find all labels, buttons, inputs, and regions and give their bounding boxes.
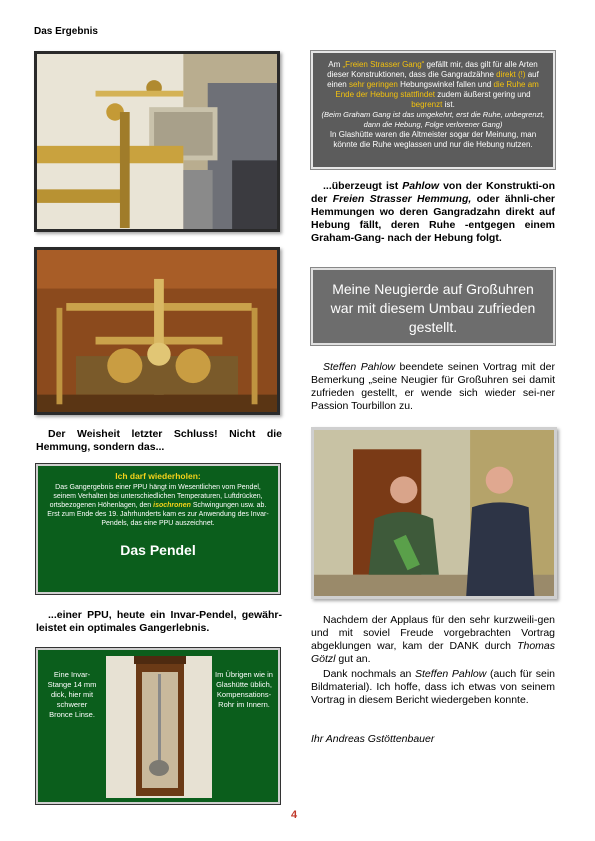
quote-box-strasser: Am „Freien Strasser Gang“ gefällt mir, das gilt für alle Arten dieser Konstruktionen, dass die Gangradzähne direkt (!) auf einen sehr geringen Hebungswinkel fallen und die Ruhe am Ende der Hebung stattfindet zudem äußerst gering und begrenzt ist. (Beim Graham Gang ist das umgekehrt, erst die Ruhe, unbegrenzt, dann die Hebung, Folge verlorener Gang) In Glashütte waren die Altmeister sogar der Meinung, man könnte die Ruhe weglassen und nur die Hebung nutzen. [311, 51, 555, 169]
neugierde-quote-box: Meine Neugierde auf Großuhren war mit diesem Umbau zufrieden gestellt. [311, 268, 555, 345]
paragraph-applaus: Nachdem der Applaus für den sehr kurzweili-gen und mit soviel Freude vorgebrachten Vortrag abgeklungen war, kam der DANK durch Thomas Götzl gut an. [311, 614, 555, 665]
invar-right-caption: Im Übrigen wie in Glashütte üblich, Kompensations-Rohr im Innern. [215, 670, 273, 709]
paragraph-invar: ...einer PPU, heute ein Invar-Pendel, gewähr-leistet ein optimales Gangerlebnis. [36, 609, 282, 634]
paragraph-vortrag-ende: Steffen Pahlow beendete seinen Vortrag mit der Bemerkung „seine Neugier für Großuhren sei damit zufrieden gestellt, er wende sich wieder sei-ner Passion Tourbillon zu. [311, 361, 555, 412]
photo-escapement-mechanism [34, 51, 280, 232]
photo-pendulum-case [106, 656, 212, 798]
pendel-box-title: Ich darf wiederholen: [115, 471, 201, 481]
pendel-box-heading: Das Pendel [120, 542, 196, 558]
invar-pendulum-panel [36, 648, 280, 804]
page-heading: Das Ergebnis [34, 26, 98, 37]
paragraph-weisheit: Der Weisheit letzter Schluss! Nicht die Hemmung, sondern das... [36, 428, 282, 453]
pendel-info-box [36, 464, 280, 594]
pendel-box-body: Das Gangergebnis einer PPU hängt im Wesentlichen vom Pendel, seinem Verhalten bei unterschiedlichen Temperaturen, Luftdrücken, ortsbezogenen Höhenlagen, den isochronen Schwingungen usw. ab. Erst zum Ende des 19. Jahrhunderts kam es zur Anwendung des Invar-Pendels, das eine PPU auszeichnet. [47, 484, 269, 527]
paragraph-konstruktion: ...überzeugt ist Pahlow von der Konstrukti-on der Freien Strasser Hemmung, oder ähnli-cher Hemmungen wo deren Gangradzahn direkt auf Hebung fällt, deren Ruhe -entgegen einem Graham-Gang- nach der Hebung folgt. [311, 180, 555, 244]
photo-clock-movement [34, 247, 280, 415]
paragraph-dank: Dank nochmals an Steffen Pahlow (auch für sein Bildmaterial). Ich hoffe, dass ich etwas von seinem Vortrag in diesem Bericht wiedergeben konnte. [311, 668, 555, 706]
invar-left-caption: Eine Invar-Stange 14 mm dick, hier mit schwerer Bronce Linse. [47, 670, 97, 719]
photo-speaker-and-host [311, 427, 557, 599]
author-signature: Ihr Andreas Gstöttenbauer [311, 733, 435, 745]
page-number: 4 [291, 809, 298, 821]
